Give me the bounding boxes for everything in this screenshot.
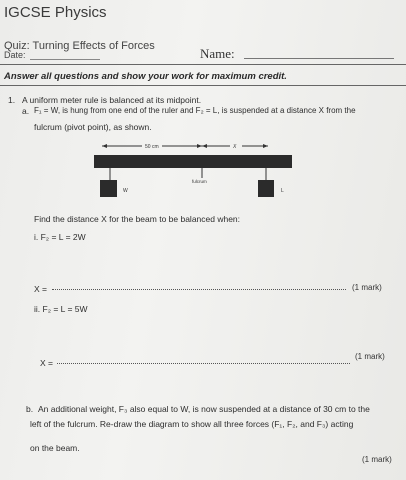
left-weight-block <box>100 180 117 197</box>
question-stem: A uniform meter rule is balanced at its midpoint. <box>22 95 202 105</box>
label-x: X <box>233 144 237 150</box>
label-50cm: 50 cm <box>145 144 159 150</box>
answer-i-line[interactable] <box>52 289 346 290</box>
beam-diagram <box>90 140 300 212</box>
case-ii: ii. F₂ = L = 5W <box>34 304 88 314</box>
part-a-text-line2: fulcrum (pivot point), as shown. <box>34 122 152 132</box>
right-weight-label: L <box>281 188 284 194</box>
part-a-label: a. <box>22 106 30 116</box>
find-distance-prompt: Find the distance X for the beam to be balanced when: <box>34 214 241 224</box>
part-b-line2: left of the fulcrum. Re-draw the diagram to show all three forces (F₁, F₂, and F₃) acting <box>30 419 354 429</box>
arrowhead-mid-right <box>197 144 202 148</box>
right-weight-block <box>258 180 274 197</box>
fulcrum-label: fulcrum <box>192 179 207 184</box>
arrowhead-right <box>263 144 268 148</box>
instructions: Answer all questions and show your work for maximum credit. <box>4 71 287 82</box>
part-b-line1: An additional weight, F₃ also equal to W, is now suspended at a distance of 30 cm to the <box>38 404 370 414</box>
part-b-line3: on the beam. <box>30 443 80 453</box>
answer-ii-label: X = <box>40 358 53 368</box>
question-number: 1. <box>8 95 16 105</box>
left-weight-label: W <box>123 188 128 194</box>
mark-ii: (1 mark) <box>355 352 385 361</box>
date-label: Date: <box>4 50 26 60</box>
case-i: i. F₂ = L = 2W <box>34 232 86 242</box>
date-answer-line <box>30 59 100 60</box>
worksheet-title: IGCSE Physics <box>4 4 107 21</box>
arrowhead-left <box>102 144 107 148</box>
quiz-title: Quiz: Turning Effects of Forces <box>4 40 155 52</box>
answer-ii-line[interactable] <box>57 363 350 364</box>
name-answer-line <box>244 58 394 59</box>
part-a-text-line1: F₁ = W, is hung from one end of the ruler and F₂ = L, is suspended at a distance X from the <box>34 106 356 115</box>
part-b-label: b. <box>26 404 34 414</box>
beam <box>94 155 292 168</box>
name-label: Name: <box>200 46 235 61</box>
answer-i-label: X = <box>34 284 47 294</box>
header-divider-top <box>0 64 406 65</box>
mark-b: (1 mark) <box>362 455 392 464</box>
mark-i: (1 mark) <box>352 283 382 292</box>
header-divider-bottom <box>0 85 406 86</box>
